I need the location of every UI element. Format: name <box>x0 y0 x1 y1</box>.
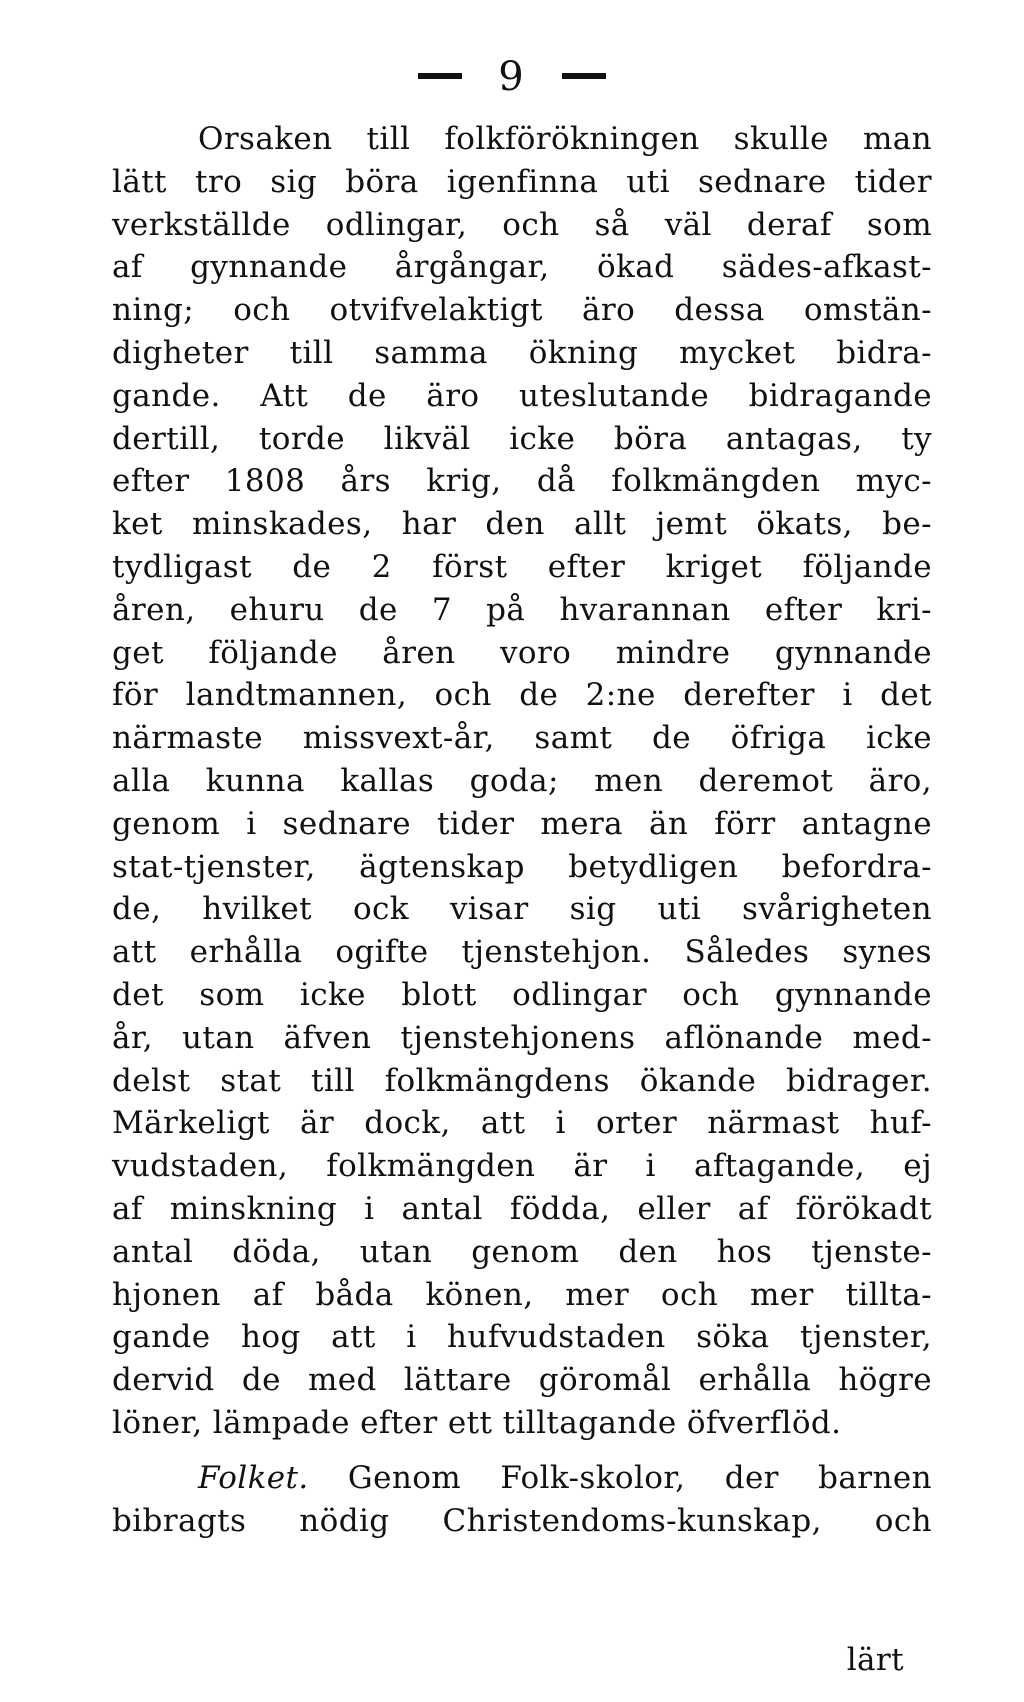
text-line: gande. Att de äro uteslutande bidragande <box>112 377 932 414</box>
text-line: Märkeligt är dock, att i orter närmast huf- <box>112 1105 932 1142</box>
text-line: det som icke blott odlingar och gynnande <box>112 976 932 1013</box>
text-line: antal döda, utan genom den hos tjenste- <box>112 1233 932 1270</box>
text-line: år, utan äfven tjenstehjonens aflönande med- <box>112 1019 932 1056</box>
paragraph <box>112 118 932 1445</box>
text-line: lätt tro sig böra igenfinna uti sednare tider <box>112 163 932 200</box>
text-line: genom i sednare tider mera än förr antagne <box>112 805 932 842</box>
text-line: de, hvilket ock visar sig uti svårigheten <box>112 891 932 928</box>
text-line: stat-tjenster, ägtenskap betydligen befordra- <box>112 848 932 885</box>
text-line: delst stat till folkmängdens ökande bidrager. <box>112 1062 932 1099</box>
text-line: af minskning i antal födda, eller af förökadt <box>112 1190 932 1227</box>
text-line: digheter till samma ökning mycket bidra- <box>112 334 932 371</box>
text-line: tydligast de 2 först efter kriget följande <box>112 548 932 585</box>
text-line: ket minskades, har den allt jemt ökats, be- <box>112 506 932 543</box>
text-line: efter 1808 års krig, då folkmängden myc- <box>112 463 932 500</box>
text-line: af gynnande årgångar, ökad sädes-afkast- <box>112 249 932 286</box>
header-dash-left <box>418 73 462 79</box>
text-line: dervid de med lättare göromål erhålla högre <box>112 1362 932 1399</box>
text-line: get följande åren voro mindre gynnande <box>112 634 932 671</box>
paragraph-folket <box>112 1457 932 1543</box>
text-line: alla kunna kallas goda; men deremot äro, <box>112 762 932 799</box>
text-line: hjonen af båda könen, mer och mer tillta- <box>112 1276 932 1313</box>
text-line: löner, lämpade efter ett tilltagande öfverflöd. <box>112 1404 842 1441</box>
page-body <box>112 118 932 1542</box>
catchword: lärt <box>846 1642 904 1678</box>
text-line: verkställde odlingar, och så väl deraf som <box>112 206 932 243</box>
section-runin-heading: Folket. <box>198 1459 309 1496</box>
header-dash-right <box>562 73 606 79</box>
text-line: Orsaken till folkförökningen skulle man <box>198 121 932 157</box>
text-line: ning; och otvifvelaktigt äro dessa omstän- <box>112 292 932 329</box>
page-number: 9 <box>498 54 526 100</box>
text-fragment: Genom Folk-skolor, der barnen <box>347 1459 932 1496</box>
text-line: att erhålla ogifte tjenstehjon. Således synes <box>112 934 932 971</box>
text-line: bibragts nödig Christendoms-kunskap, och <box>112 1502 932 1539</box>
text-line: vudstaden, folkmängden är i aftagande, ej <box>112 1148 932 1185</box>
text-line: för landtmannen, och de 2:ne derefter i det <box>112 677 932 714</box>
text-line: dertill, torde likväl icke böra antagas, ty <box>112 420 932 457</box>
page-header <box>0 52 1024 102</box>
text-line <box>112 1457 932 1500</box>
text-line: närmaste missvext-år, samt de öfriga icke <box>112 720 932 757</box>
text-line: gande hog att i hufvudstaden söka tjenster, <box>112 1319 932 1356</box>
text-line: åren, ehuru de 7 på hvarannan efter kri- <box>112 591 932 628</box>
